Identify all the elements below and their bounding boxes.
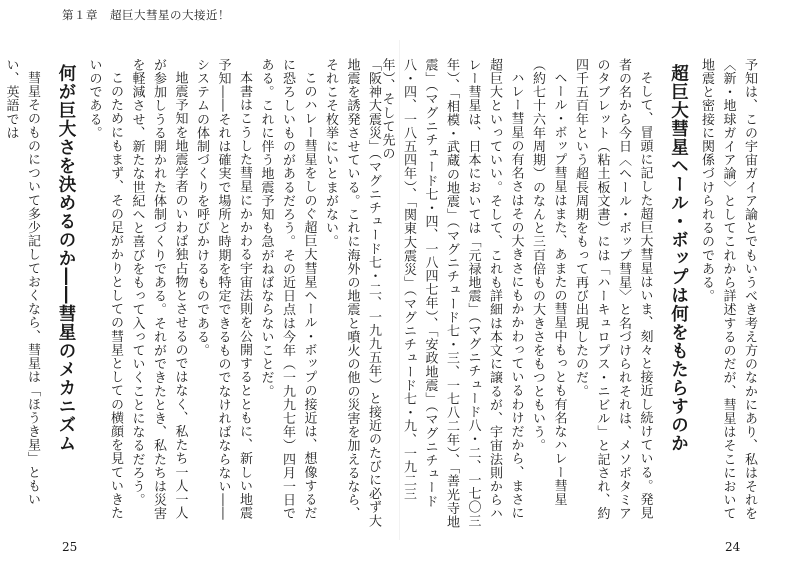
body-paragraph: ヘール・ボップ彗星はまた、あまたの彗星中もっとも有名なハレー彗星（約七十六年周期）のなんと三百倍もの大きさをもつともいう。 (530, 58, 567, 507)
chapter-header: 第１章 超巨大彗星の大接近！ (62, 8, 230, 22)
body-paragraph: このハレー彗星をしのぐ超巨大彗星ヘール・ボップの接近は、想像するだに恐ろしいものがあるだろう。その近日点は今年（一九九七年）四月一日である。これに伴う地震予知も急がねばならないことだ。 (258, 58, 317, 521)
body-paragraph: 「阪神大震災」（マグニチュード七・二、一九九五年）と接近のたびに必ず大地震を誘発させている。これに海外の地震と噴火の他の災害を加えるなら、それこそ枚挙にいとまがない。 (323, 58, 381, 528)
left-page-text (3, 58, 384, 530)
body-paragraph: そして、冒頭に記した超巨大彗星はいま、刻々と接近し続けている。発見者の名から今日〈ヘール・ボップ彗星〉と名づけられそれは、メソポタミアのタブレット（粘土板文書）には「ハーキュロプス・ニビル」と記され、約四千五百年という超長周期をもって再び出現したのだ。 (573, 58, 653, 521)
body-paragraph: ハレー彗星の有名さはその大きさにもかかわっているわけだから、まさに超巨大といっていい。そして、これも詳細は本文に譲るが、宇宙法則からハレー彗星は、日本においては「元禄地震」（マグニチュード八・二、一七〇三年）、「相模・武蔵の地震」（マグニチュード七・三、一七八二年）、「善光寺地震」（マグニチュード七・四、一八四七年）、「安政地震」（マグニチュード八・四、一八五四年）、「関東大震災」（マグニチュード七・九、一九二三年）、そして先の (379, 58, 524, 529)
body-paragraph: 地震予知を地震学者のいわば独占物とさせるのではなく、私たち一人一人が参加しうる開かれた体制づくりである。それができたとき、私たちは災害を軽減させ、新たな世紀へと喜びをもって入っていくことになるだろう。 (129, 58, 188, 521)
body-paragraph: 彗星そのものについて多少記しておくなら、彗星は「ほうき星」ともいい、英語では (3, 58, 40, 507)
page-number-left: 25 (62, 540, 78, 554)
section-heading: 何が巨大さを決めるのか――彗星のメカニズム (56, 64, 76, 453)
left-page (3, 58, 384, 530)
body-paragraph: 本書はこうした彗星にかかわる宇宙法則を公開するとともに、新しい地震予知――それは確実で場所と時期を特定できるものでなければならない――システムの体制づくりを呼びかけるものである。 (194, 58, 252, 521)
right-page-text (379, 58, 760, 530)
page-number-right: 24 (725, 540, 741, 554)
section-heading: 超巨大彗星ヘール・ボップは何をもたらすのか (668, 64, 689, 453)
body-paragraph: 予知は、この宇宙ガイア論とでもいうべき考え方のなかにあり、私はそれを〈新・地球ガイア論〉としてこれから詳述するのだが、彗星はそこにおいて地震と密接に関係づけられるのである。 (699, 58, 757, 521)
right-page (379, 58, 760, 530)
body-paragraph: このためにもまず、その足がかりとしての彗星としての横顔を見ていきたいのである。 (86, 58, 123, 520)
